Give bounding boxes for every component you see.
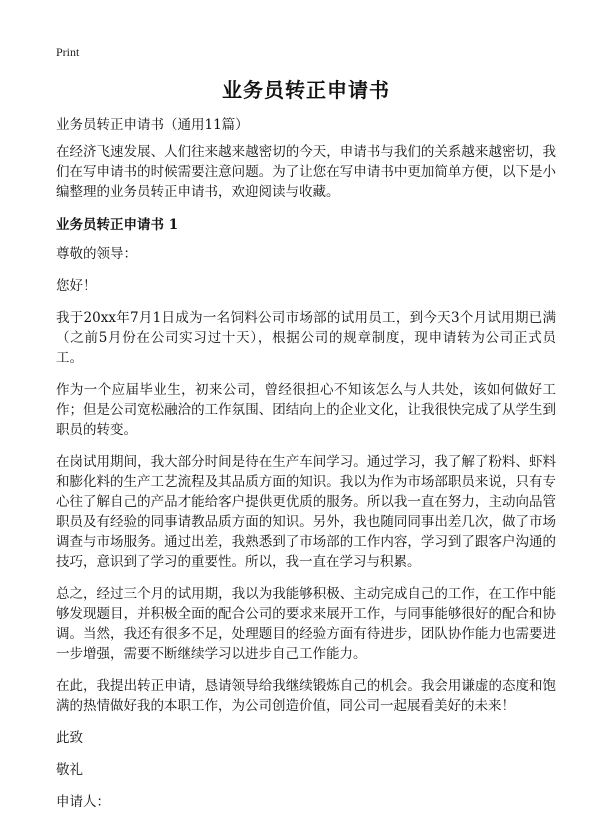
body-paragraph: 总之，经过三个月的试用期，我以为我能够积极、主动完成自己的工作，在工作中能够发现题目，并积极全面的配合公司的要求来展开工作，与同事能够很好的配合和协调。当然，我还有很多不足，处理题目的经验方面有待进步，团队协作能力也需要进一步增强，需要不断继续学习以进步自己工作能力。 xyxy=(56,586,556,662)
salutation: 尊敬的领导： xyxy=(56,246,137,262)
body-paragraph: 我于20xx年7月1日成为一名饲料公司市场部的试用员工，到今天3个月试用期已满（之前5月份在公司实习过十天），根据公司的规章制度，现申请转为公司正式员工。 xyxy=(56,310,556,366)
signature-label: 申请人： xyxy=(56,794,110,810)
section-heading: 业务员转正申请书 1 xyxy=(56,217,179,233)
intro-paragraph: 在经济飞速发展、人们往来越来越密切的今天，申请书与我们的关系越来越密切，我们在写申请书的时候需要注意问题。为了让您在写申请书中更加简单方便，以下是小编整理的业务员转正申请书，欢迎阅读与收藏。 xyxy=(56,144,556,200)
page-title: 业务员转正申请书 xyxy=(222,78,390,102)
body-paragraph: 在岗试用期间，我大部分时间是待在生产车间学习。通过学习，我了解了粉料、虾料和膨化料的生产工艺流程及其品质方面的知识。我以为作为市场部职员来说，只有专心往了解自己的产品才能给客户提供更优质的服务。所以我一直在努力，主动向品管职员及有经验的同事请教品质方面的知识。另外，我也随同同事出差几次，做了市场调查与市场服务。通过出差，我熟悉到了市场部的工作内容，学习到了跟客户沟通的技巧，意识到了学习的重要性。所以，我一直在学习与积累。 xyxy=(56,454,556,570)
document-subtitle: 业务员转正申请书（通用11篇） xyxy=(56,117,249,133)
body-paragraph: 作为一个应届毕业生，初来公司，曾经很担心不知该怎么与人共处，该如何做好工作；但是公司宽松融洽的工作氛围、团结向上的企业文化，让我很快完成了从学生到职员的转变。 xyxy=(56,382,556,438)
greeting: 您好！ xyxy=(56,278,97,294)
closing-line: 此致 xyxy=(56,730,83,746)
body-paragraph: 在此，我提出转正申请，恳请领导给我继续锻炼自己的机会。我会用谦虚的态度和饱满的热情做好我的本职工作，为公司创造价值，同公司一起展看美好的未来！ xyxy=(56,678,556,714)
print-link[interactable]: Print xyxy=(56,45,80,59)
closing-line: 敬礼 xyxy=(56,762,83,778)
